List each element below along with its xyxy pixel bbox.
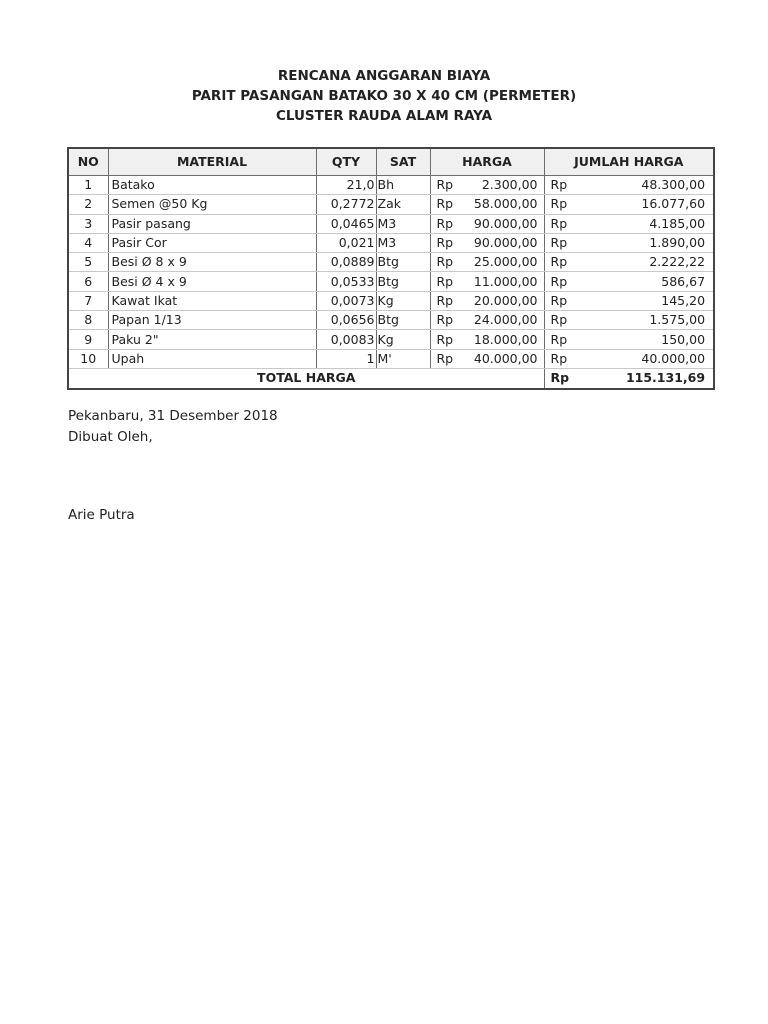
cell-material: Upah	[108, 349, 316, 368]
cell-sat: Zak	[376, 195, 430, 214]
cell-harga: 2.300,00	[460, 176, 544, 195]
cell-no: 8	[68, 311, 108, 330]
cell-jumlah-currency: Rp	[544, 311, 574, 330]
cell-harga-currency: Rp	[430, 176, 460, 195]
cell-jumlah-currency: Rp	[544, 330, 574, 349]
cell-jumlah-harga: 586,67	[574, 272, 714, 291]
cell-jumlah-currency: Rp	[544, 195, 574, 214]
cell-jumlah-harga: 150,00	[574, 330, 714, 349]
cell-no: 1	[68, 176, 108, 195]
total-value: 115.131,69	[574, 368, 714, 389]
cell-no: 10	[68, 349, 108, 368]
cell-no: 5	[68, 253, 108, 272]
document-title-block	[0, 66, 768, 126]
cell-qty: 0,0465	[316, 214, 376, 233]
header-qty: QTY	[316, 148, 376, 176]
cell-jumlah-currency: Rp	[544, 176, 574, 195]
cell-material: Semen @50 Kg	[108, 195, 316, 214]
cell-sat: M3	[376, 214, 430, 233]
cell-harga-currency: Rp	[430, 253, 460, 272]
table-row	[68, 176, 714, 195]
cell-harga-currency: Rp	[430, 311, 460, 330]
cell-harga-currency: Rp	[430, 330, 460, 349]
cell-harga: 40.000,00	[460, 349, 544, 368]
cell-material: Besi Ø 8 x 9	[108, 253, 316, 272]
table-row	[68, 214, 714, 233]
cell-harga-currency: Rp	[430, 272, 460, 291]
cell-no: 7	[68, 291, 108, 310]
title-line-1: RENCANA ANGGARAN BIAYA	[277, 68, 491, 84]
cell-no: 3	[68, 214, 108, 233]
total-label: TOTAL HARGA	[68, 368, 544, 389]
cell-qty: 0,0533	[316, 272, 376, 291]
table-row	[68, 233, 714, 252]
header-harga: HARGA	[430, 148, 544, 176]
cell-jumlah-currency: Rp	[544, 272, 574, 291]
cell-material: Pasir pasang	[108, 214, 316, 233]
cell-material: Papan 1/13	[108, 311, 316, 330]
cell-harga-currency: Rp	[430, 349, 460, 368]
place-date: Pekanbaru, 31 Desember 2018	[68, 408, 278, 424]
table-body	[68, 176, 714, 369]
cell-jumlah-harga: 40.000,00	[574, 349, 714, 368]
cell-harga-currency: Rp	[430, 195, 460, 214]
budget-table	[67, 147, 715, 390]
header-sat: SAT	[376, 148, 430, 176]
table-row	[68, 311, 714, 330]
table-row	[68, 272, 714, 291]
table-row	[68, 291, 714, 310]
cell-harga: 25.000,00	[460, 253, 544, 272]
cell-sat: M3	[376, 233, 430, 252]
cell-qty: 1	[316, 349, 376, 368]
cell-jumlah-harga: 2.222,22	[574, 253, 714, 272]
cell-harga-currency: Rp	[430, 291, 460, 310]
cell-jumlah-currency: Rp	[544, 349, 574, 368]
cell-harga: 20.000,00	[460, 291, 544, 310]
cell-harga: 11.000,00	[460, 272, 544, 291]
cell-jumlah-harga: 1.575,00	[574, 311, 714, 330]
cell-qty: 0,0656	[316, 311, 376, 330]
cell-harga: 90.000,00	[460, 233, 544, 252]
cell-qty: 21,0	[316, 176, 376, 195]
cell-qty: 0,021	[316, 233, 376, 252]
cell-harga: 18.000,00	[460, 330, 544, 349]
cell-jumlah-harga: 145,20	[574, 291, 714, 310]
table-header-row	[68, 148, 714, 176]
title-line-3: CLUSTER RAUDA ALAM RAYA	[275, 108, 493, 124]
cell-jumlah-currency: Rp	[544, 214, 574, 233]
cell-jumlah-currency: Rp	[544, 291, 574, 310]
title-line-2: PARIT PASANGAN BATAKO 30 X 40 CM (PERMETER)	[191, 88, 577, 104]
cell-material: Kawat Ikat	[108, 291, 316, 310]
cell-qty: 0,0889	[316, 253, 376, 272]
cell-sat: Bh	[376, 176, 430, 195]
table-row	[68, 349, 714, 368]
cell-material: Pasir Cor	[108, 233, 316, 252]
cell-no: 6	[68, 272, 108, 291]
cell-jumlah-harga: 1.890,00	[574, 233, 714, 252]
cell-qty: 0,2772	[316, 195, 376, 214]
cell-no: 2	[68, 195, 108, 214]
cell-harga: 58.000,00	[460, 195, 544, 214]
cell-jumlah-harga: 4.185,00	[574, 214, 714, 233]
header-no: NO	[68, 148, 108, 176]
cell-no: 9	[68, 330, 108, 349]
cell-harga: 24.000,00	[460, 311, 544, 330]
cell-jumlah-harga: 16.077,60	[574, 195, 714, 214]
cell-sat: Btg	[376, 272, 430, 291]
cell-jumlah-currency: Rp	[544, 253, 574, 272]
cell-sat: Kg	[376, 291, 430, 310]
table-row	[68, 195, 714, 214]
cell-qty: 0,0083	[316, 330, 376, 349]
total-row	[68, 368, 714, 389]
total-currency: Rp	[544, 368, 574, 389]
header-material: MATERIAL	[108, 148, 316, 176]
cell-sat: M'	[376, 349, 430, 368]
made-by-label: Dibuat Oleh,	[68, 429, 153, 445]
cell-jumlah-currency: Rp	[544, 233, 574, 252]
cell-material: Batako	[108, 176, 316, 195]
cell-qty: 0,0073	[316, 291, 376, 310]
cell-sat: Kg	[376, 330, 430, 349]
cell-no: 4	[68, 233, 108, 252]
cell-sat: Btg	[376, 311, 430, 330]
header-jumlah-harga: JUMLAH HARGA	[544, 148, 714, 176]
cell-harga: 90.000,00	[460, 214, 544, 233]
cell-material: Paku 2"	[108, 330, 316, 349]
table-row	[68, 253, 714, 272]
cell-material: Besi Ø 4 x 9	[108, 272, 316, 291]
cell-harga-currency: Rp	[430, 233, 460, 252]
table-row	[68, 330, 714, 349]
signer-name: Arie Putra	[68, 507, 135, 523]
cell-sat: Btg	[376, 253, 430, 272]
cell-harga-currency: Rp	[430, 214, 460, 233]
cell-jumlah-harga: 48.300,00	[574, 176, 714, 195]
